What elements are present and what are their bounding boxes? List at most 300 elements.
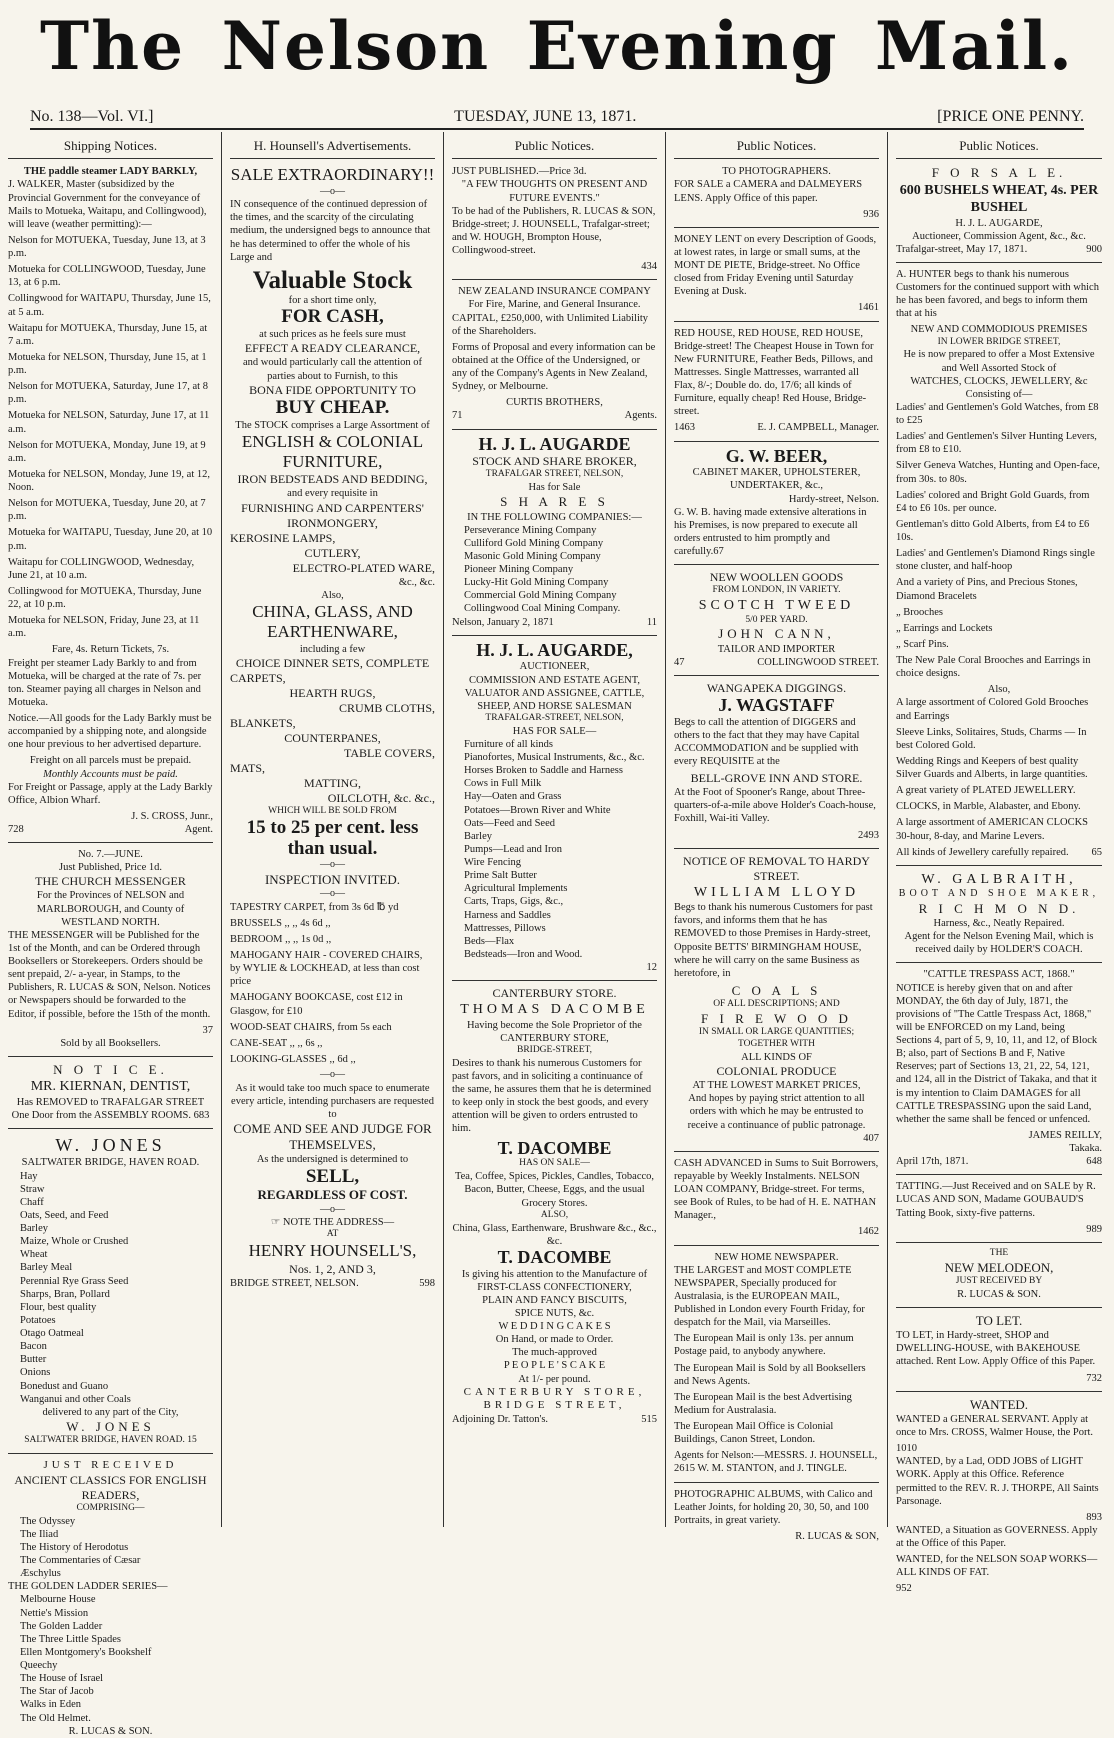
curtis-number: 71 <box>452 410 463 422</box>
curtis-line <box>452 409 657 422</box>
list-item: Prime Salt Butter <box>464 870 537 882</box>
melodeon: NEW MELODEON, <box>944 1259 1054 1275</box>
jones-items <box>8 1170 213 1406</box>
separator: —o— <box>320 185 345 197</box>
price-row: BRUSSELS ,, ,, 4s 6d ,, <box>230 917 331 929</box>
bridge-street-2: BRIDGE STREET, <box>483 1399 626 1412</box>
plain-fancy: PLAIN AND FANCY BISCUITS, <box>482 1294 627 1306</box>
watches: WATCHES, CLOCKS, JEWELLERY, &c <box>910 375 1088 387</box>
thoughts-ad <box>452 165 657 273</box>
list-item: The Golden Ladder <box>20 1620 103 1632</box>
giving: Is giving his attention to the Manufacture of <box>461 1268 648 1280</box>
quantities: IN SMALL OR LARGE QUANTITIES; TOGETHER WITH <box>698 1027 855 1050</box>
trafalgar-number: 900 <box>1086 243 1102 255</box>
red-house-number: 1463 <box>674 422 695 434</box>
list-item: Ladies' and Gentlemen's Diamond Rings single stone cluster, and half-hoop <box>896 548 1095 573</box>
price-list <box>230 901 435 1066</box>
column-header: Shipping Notices. <box>8 138 213 159</box>
sale-intro: IN consequence of the continued depression of the times, and the scarcity of the circulating medium, the undersigned begs to announce that he has determined to offer the whole of his Large and <box>230 199 431 263</box>
list-item: Æschylus <box>20 1568 61 1580</box>
for-sale: F O R S A L E. <box>931 165 1067 181</box>
curtis-label: Agents. <box>624 410 657 422</box>
hearth-rugs: HEARTH RUGS, <box>289 685 376 700</box>
kerosine: KEROSINE LAMPS, <box>230 530 336 545</box>
the: THE <box>989 1247 1009 1258</box>
list-item: Potatoes <box>20 1314 56 1326</box>
sailing-item: Motueka for COLLINGWOOD, Tuesday, June 13, at 6 p.m. <box>8 264 206 289</box>
column-header: H. Hounsell's Advertisements. <box>230 138 435 159</box>
divider <box>8 1128 213 1129</box>
beer-ad <box>674 447 879 559</box>
wanted-1-number: 1010 <box>896 1443 917 1455</box>
galbraith-ad <box>896 871 1102 957</box>
commission: COMMISSION AND ESTATE AGENT, VALUATOR AND ASSIGNEE, CATTLE, SHEEP, AND HORSE SALESMAN <box>464 674 645 712</box>
links: Sleeve Links, Solitaires, Studs, Charms — In best Colored Gold. <box>896 726 1087 751</box>
list-item: Ladies' colored and Bright Gold Guards, from £4 to £6 10s. per ounce. <box>896 489 1090 514</box>
list-item: Mattresses, Pillows <box>464 922 546 934</box>
beer-body: G. W. B. having made extensive alterations in his Premises, is now prepared to execute all orders entrusted to him promptly and carefully.67 <box>674 506 867 558</box>
tatting-number: 989 <box>1086 1223 1102 1235</box>
list-item: Oats—Feed and Seed <box>464 817 555 829</box>
wheat-ad <box>896 165 1102 256</box>
sailing-item: Motueka for NELSON, Thursday, June 15, at 1 p.m. <box>8 351 207 376</box>
repaired-line <box>896 846 1102 859</box>
wanted-1: WANTED a GENERAL SERVANT. Apply at once to Mrs. CROSS, Walmer House, the Port. <box>896 1413 1093 1438</box>
cattle-body: NOTICE is hereby given that on and after MONDAY, the 6th day of July, 1871, the provisions of "The Cattle Trespass Act, 1868," will be ENFORCED on my Land, being Sections 4, part of 5, 9, 10, 11, and 12, of Block B; also, part of Sections B and F, Native Reserves; part of Sections 13, 21, 22, 54, 121, and 124, all in the District of Takaka, and that it is my intention to Claim DAMAGES for all CATTLE TRESPASSING upon the said Land, whether the same shall be fenced or unfenced. <box>896 982 1098 1125</box>
separator: —o— <box>320 888 345 900</box>
insurance-title: NEW ZEALAND INSURANCE COMPANY For Fire, Marine, and General Insurance. <box>458 286 651 311</box>
dateline <box>30 100 1084 130</box>
valuable-stock: Valuable Stock <box>252 266 413 294</box>
wanted-title: WANTED. <box>969 1396 1029 1412</box>
list-item: Flour, best quality <box>20 1301 97 1313</box>
freight: Freight per steamer Lady Barkly to and from Motueka, will be charged at the rate of 7s. per ton. Steamer paying all charges in Nelson and Motueka. <box>8 657 202 708</box>
trafalgar: TRAFALGAR-STREET, NELSON, <box>485 712 624 723</box>
crumb-cloths: CRUMB CLOTHS, <box>338 700 435 715</box>
dacombe-2: T. DACOMBE <box>497 1246 612 1267</box>
list-item: Straw <box>20 1183 45 1195</box>
masthead <box>0 0 1114 92</box>
list-item: Chaff <box>20 1196 44 1208</box>
tatting-body: TATTING.—Just Received and on SALE by R. LUCAS AND SON, Madame GOUBAUD'S Tatting Book, sixty-five patterns. <box>896 1181 1096 1219</box>
note-address: ☞ NOTE THE ADDRESS— <box>270 1217 395 1229</box>
auctioneer: Auctioneer, Commission Agent, &c., &c. <box>912 230 1086 242</box>
list-item: Harness and Saddles <box>464 909 551 921</box>
wanted-4: WANTED, for the NELSON SOAP WORKS— ALL KINDS OF FAT. <box>896 1554 1098 1579</box>
beer-name: G. W. BEER, <box>725 445 828 466</box>
curtis-brothers: CURTIS BROTHERS, <box>506 397 603 409</box>
list-item: The Star of Jacob <box>20 1686 94 1698</box>
money-number: 1461 <box>858 302 879 314</box>
euro-2: The European Mail is Sold by all Booksellers and News Agents. <box>674 1362 866 1387</box>
coals: C O A L S <box>731 982 822 998</box>
mail-agent: Agent for the Nelson Evening Mail, which is received daily by HOLDER'S COACH. <box>904 931 1094 956</box>
divider <box>896 1174 1102 1175</box>
london: FROM LONDON, IN VARIETY. <box>712 585 841 596</box>
jan-date: Nelson, January 2, 1871 <box>452 616 554 628</box>
richmond: R I C H M O N D. <box>918 900 1080 916</box>
list-item: Pioneer Mining Company <box>464 564 574 576</box>
divider <box>896 962 1102 963</box>
apply: For Freight or Passage, apply at the Lady Barkly Office, Albion Wharf. <box>8 781 213 806</box>
red-house-ad <box>674 327 879 435</box>
column-header: Public Notices. <box>674 138 879 159</box>
list-item: Walks in Eden <box>20 1699 81 1711</box>
sell: SELL, <box>305 1165 360 1187</box>
issue-price: [PRICE ONE PENNY. <box>937 108 1084 125</box>
spice-nuts: SPICE NUTS, &c. <box>514 1307 595 1319</box>
reilly: JAMES REILLY, <box>1028 1129 1102 1141</box>
repaired: All kinds of Jewellery carefully repaired. <box>896 846 1069 858</box>
list-item: „ Brooches <box>896 606 943 618</box>
sailing-item: Nelson for MOTUEKA, Saturday, June 17, at 8 p.m. <box>8 381 208 406</box>
divider <box>674 227 879 228</box>
newspaper-ad <box>674 1251 879 1476</box>
all-kinds: ALL KINDS OF <box>741 1052 812 1064</box>
henry-hounsell: HENRY HOUNSELL'S, <box>248 1241 417 1261</box>
list-item: Bonedust and Guano <box>20 1380 109 1392</box>
list-item: „ Earrings and Lockets <box>896 622 993 634</box>
thoughts-title: "A FEW THOUGHTS ON PRESENT AND FUTURE EVENTS." <box>461 179 648 204</box>
repaired-number: 65 <box>1091 846 1102 858</box>
agent-name: J. S. CROSS, Junr., <box>131 810 213 822</box>
first-class: FIRST-CLASS CONFECTIONERY, <box>477 1281 632 1293</box>
lower-bridge: IN LOWER BRIDGE STREET, <box>937 336 1061 347</box>
sailing-item: Nelson for MOTUEKA, Monday, June 19, at 9 a.m. <box>8 439 206 464</box>
colonial-produce: COLONIAL PRODUCE <box>716 1064 837 1079</box>
inspection: INSPECTION INVITED. <box>264 871 401 887</box>
augarde-name: H. J. L. AUGARDE, <box>476 639 633 660</box>
divider <box>896 1307 1102 1308</box>
trafalgar-date: Trafalgar-street, May 17, 1871. <box>896 243 1028 255</box>
sailing-item: Motueka for NELSON, Monday, June 19, at 12, Noon. <box>8 468 210 493</box>
premises: NEW AND COMMODIOUS PREMISES <box>910 324 1088 336</box>
thomas-dacombe: THOMAS DACOMBE <box>460 1002 649 1018</box>
english-furniture: ENGLISH & COLONIAL FURNITURE, <box>241 431 424 472</box>
issue-date: TUESDAY, JUNE 13, 1871. <box>454 108 637 125</box>
list-item: Commercial Gold Mining Company <box>464 590 617 602</box>
plated: A great variety of PLATED JEWELLERY. <box>896 785 1076 797</box>
insurance-forms: Forms of Proposal and every information can be obtained at the Office of the Undersigned, or any of the Company's Agents in New Zealand, Sydney, or Melbourne. <box>452 341 656 393</box>
electro-plated: ELECTRO-PLATED WARE, <box>292 560 435 575</box>
sailing-list <box>8 234 213 641</box>
has-on-sale: HAS ON SALE— <box>519 1158 590 1169</box>
divider <box>8 1056 213 1057</box>
price-row: BEDROOM ,, ,, 1s 0d ,, <box>230 933 332 945</box>
cattle-title: "CATTLE TRESPASS ACT, 1868." <box>923 969 1075 981</box>
sailing-item: Collingwood for MOTUEKA, Thursday, June 22, at 10 p.m. <box>8 585 202 610</box>
also: Also, <box>321 589 344 601</box>
auctioneer: AUCTIONEER, <box>519 661 590 673</box>
list-item: Collingwood Coal Mining Company. <box>464 603 621 615</box>
columns <box>0 132 1114 1737</box>
cash-body: CASH ADVANCED in Sums to Suit Borrowers, repayable by Weekly Instalments. NELSON LOAN COMPANY, Bridge-street. For terms, see Book of Rules, to be had of H. E. NATHAN Manager., <box>674 1157 879 1222</box>
photographers-ad <box>674 165 879 221</box>
boot-maker: BOOT AND SHOE MAKER, <box>898 888 1100 900</box>
numbers: Nos. 1, 2, AND 3, <box>289 1261 376 1276</box>
list-item: Barley <box>20 1223 48 1234</box>
has-for-sale: HAS FOR SALE— <box>512 725 597 737</box>
column-public-notices-1 <box>444 132 666 1527</box>
dentist-name: MR. KIERNAN, DENTIST, <box>30 1079 191 1095</box>
canterbury-title: CANTERBURY STORE. <box>492 986 617 1001</box>
list-item: Hay—Oaten and Grass <box>464 791 562 803</box>
list-item: Wanganui and other Coals <box>20 1393 131 1405</box>
list-item: Agricultural Implements <box>464 883 568 895</box>
sailing-item: Nelson for MOTUEKA, Tuesday, June 20, at 7 p.m. <box>8 498 206 523</box>
column-shipping <box>0 132 222 1737</box>
list-item: Ladies' and Gentlemen's Silver Hunting Levers, from £8 to £10. <box>896 431 1097 456</box>
descriptions: OF ALL DESCRIPTIONS; AND <box>713 999 840 1010</box>
divider <box>674 675 879 676</box>
albums-ad <box>674 1488 879 1544</box>
harness: Harness, &c., Neatly Repaired. <box>933 918 1065 929</box>
tea-coffee: Tea, Coffee, Spices, Pickles, Candles, Tobacco, Bacon, Butter, Cheese, Eggs, and the usual Grocery Stores. <box>454 1171 655 1209</box>
wangapeka-title: WANGAPEKA DIGGINGS. <box>706 680 847 695</box>
list-item: Furniture of all kinds <box>464 738 553 750</box>
thoughts-number: 434 <box>641 261 657 273</box>
price-row: MAHOGANY HAIR - COVERED CHAIRS, by WYLIE & LOCKHEAD, at less than cost price <box>230 950 423 988</box>
short-time: for a short time only, <box>288 295 377 307</box>
list-item: Ellen Montgomery's Bookshelf <box>20 1646 152 1658</box>
separator: —o— <box>320 1069 345 1081</box>
list-item: Perseverance Mining Company <box>464 524 597 536</box>
prices-text: at such prices as he feels sure must <box>259 329 406 341</box>
matting: MATTING, <box>304 775 361 790</box>
bell-body: At the Foot of Spooner's Range, about Three-quarters-of-a-mile above Holder's Coach-house, Foxhill, Wai-iti Valley. <box>674 787 876 825</box>
just-received: JUST RECEIVED BY <box>955 1275 1043 1286</box>
price-row: MAHOGANY BOOKCASE, cost £12 in Glasgow, for £10 <box>230 992 403 1017</box>
divider <box>674 321 879 322</box>
sailing-item: Nelson for MOTUEKA, Tuesday, June 13, at 3 p.m. <box>8 234 206 259</box>
church-body: THE MESSENGER will be Published for the 1st of the Month, and can be Ordered through Booksellers or Storekeepers. Orders should be sent prepaid, 2/- a-year, in Stamps, to the Publishers, R. LUCAS & SON, Nelson. Notices or Newspapers should be forwarded to the Editor, if possible, before the 15th of the month. <box>8 929 211 1020</box>
list-item: Masonic Gold Mining Company <box>464 550 601 562</box>
china-ware: China, Glass, Earthenware, Brushware &c., &c., &c. <box>452 1222 657 1247</box>
list-item: Bacon <box>20 1341 47 1353</box>
melodeon-ad <box>896 1248 1102 1301</box>
cattle-ad <box>896 968 1102 1168</box>
list-item: Lucky-Hit Gold Mining Company <box>464 577 609 589</box>
column-public-notices-3 <box>888 132 1110 1595</box>
cutlery: CUTLERY, <box>304 545 361 560</box>
agents: Agents for Nelson:—MESSRS. J. HOUNSELL, 2615 W. M. STANTON, and J. TINGLE. <box>674 1450 878 1475</box>
wangapeka-ad <box>674 681 879 842</box>
bushels: 600 BUSHELS WHEAT, 4s. PER BUSHEL <box>899 182 1099 215</box>
tailor: TAILOR AND IMPORTER <box>717 643 836 655</box>
buy-cheap: BUY CHEAP. <box>275 396 390 418</box>
church-messenger-ad <box>8 848 213 1050</box>
euro-4: The European Mail Office is Colonial Buildings, Canon Street, London. <box>674 1421 834 1446</box>
collingwood-street: COLLINGWOOD STREET. <box>757 656 879 668</box>
divider <box>674 441 879 442</box>
largest: THE LARGEST and MOST COMPLETE NEWSPAPER, Specially produced for Australasia, is the EUROPEAN MAIL, Published in London every Fourth Friday, for despatch for the Mail, via Marseilles. <box>674 1264 865 1329</box>
red-house-signature: E. J. CAMPBELL, Manager. <box>757 422 879 434</box>
consisting: Consisting of— <box>965 388 1033 400</box>
augarde-shares-ad <box>452 435 657 629</box>
jones-address: SALTWATER BRIDGE, HAVEN ROAD. <box>21 1157 200 1169</box>
wedding-rings: Wedding Rings and Keepers of best quality Silver Guards and Alberts, in large quantities. <box>896 755 1088 780</box>
classics-ad <box>8 1459 213 1738</box>
shares: S H A R E S <box>500 494 609 510</box>
list-item: „ Scarf Pins. <box>896 638 949 650</box>
cash-number: 1462 <box>858 1226 879 1238</box>
church-sold: Sold by all Booksellers. <box>60 1037 161 1049</box>
canterbury-store-2: CANTERBURY STORE, <box>463 1385 646 1398</box>
table-covers: TABLE COVERS, <box>343 745 435 760</box>
clocks: CLOCKS, in Marble, Alabaster, and Ebony. <box>896 801 1081 813</box>
april-number: 648 <box>1086 1156 1102 1168</box>
price-row: TAPESTRY CARPET, from 3s 6d ℔ yd <box>230 901 399 913</box>
hopes: And hopes by paying strict attention to all orders with which he may be entrusted to receive a continuance of public patronage. <box>687 1093 866 1131</box>
jewellery-list <box>896 401 1102 680</box>
stock-text: The STOCK comprises a Large Assortment of <box>235 419 430 431</box>
list-item: Cows in Full Milk <box>464 778 542 790</box>
too-much: As it would take too much space to enumerate every article, intending purchasers are requested to <box>231 1082 434 1120</box>
bridge-line <box>230 1277 435 1290</box>
sailing-item: Motueka for NELSON, Saturday, June 17, at 11 a.m. <box>8 410 210 435</box>
sailing-item: Collingwood for WAITAPU, Thursday, June 15, at 5 a.m. <box>8 293 211 318</box>
list-item: Bedsteads—Iron and Wood. <box>464 948 583 960</box>
list-item: Barley <box>464 830 492 842</box>
divider <box>8 842 213 843</box>
agent-label: Agent. <box>184 824 213 835</box>
bridge-street: BRIDGE-STREET, <box>516 1044 593 1055</box>
goods-notice: Notice.—All goods for the Lady Barkly must be accompanied by a shipping note, and alongside one hour previous to her advertised departure. <box>8 713 212 751</box>
list-item: Pumps—Lead and Iron <box>464 843 562 855</box>
list-item: Horses Broken to Saddle and Harness <box>464 765 623 777</box>
column-hounsell <box>222 132 444 1527</box>
list-item: The House of Israel <box>20 1673 104 1685</box>
prepaid: Freight on all parcels must be prepaid. <box>29 755 192 767</box>
list-item: Onions <box>20 1367 51 1379</box>
price-row: CANE-SEAT ,, ,, 6s ,, <box>230 1037 323 1049</box>
furnishing: FURNISHING AND CARPENTERS' IRONMONGERY, <box>241 500 424 530</box>
also: Also, <box>987 684 1011 696</box>
classics-title: ANCIENT CLASSICS FOR ENGLISH READERS, <box>14 1472 207 1502</box>
lucas: R. LUCAS & SON. <box>957 1288 1041 1300</box>
lloyd-ad <box>674 854 879 1145</box>
divider <box>674 1245 879 1246</box>
steamer-body: J. WALKER, Master (subsidized by the Provincial Government for the conveyance of Mails to Motueka, Waitapu, and Collingwood), will leave (weather permitting):— <box>8 179 207 230</box>
lowest-prices: AT THE LOWEST MARKET PRICES, <box>692 1080 861 1092</box>
choice-dinner: CHOICE DINNER SETS, COMPLETE <box>235 655 430 670</box>
collingwood-line <box>674 656 879 669</box>
adjoining-number: 515 <box>641 1414 657 1426</box>
dacombe-1: T. DACOMBE <box>497 1137 612 1158</box>
jan-line <box>452 616 657 629</box>
wanted-2-number: 893 <box>1086 1511 1102 1523</box>
divider <box>674 564 879 565</box>
bridge-number: 598 <box>419 1277 435 1289</box>
monthly: Monthly Accounts must be paid. <box>43 768 178 780</box>
sailing-item: Waitapu for MOTUEKA, Thursday, June 15, at 7 a.m. <box>8 322 208 347</box>
agent-line <box>8 823 213 836</box>
bell-number: 2493 <box>858 829 879 841</box>
price-row: LOOKING-GLASSES ,, 6d ,, <box>230 1053 356 1065</box>
bell-grove: BELL-GROVE INN AND STORE. <box>690 771 863 786</box>
trafalgar-line <box>896 243 1102 256</box>
carpets: CARPETS, <box>230 670 286 685</box>
bona-fide: BONA FIDE OPPORTUNITY TO <box>249 382 416 397</box>
divider <box>896 1391 1102 1392</box>
tatting-ad <box>896 1180 1102 1236</box>
albums-body: PHOTOGRAPHIC ALBUMS, with Calico and Leather Joints, for holding 20, 30, 50, and 100 Portraits, in great variety. <box>674 1488 873 1526</box>
masthead-word-3: Evening <box>526 7 839 85</box>
price-row: WOOD-SEAT CHAIRS, from 5s each <box>230 1021 392 1033</box>
column-public-notices-2 <box>666 132 888 1542</box>
classics-comprising: COMPRISING— <box>76 1502 145 1513</box>
albums-signature: R. LUCAS & SON, <box>795 1530 879 1542</box>
list-item: Potatoes—Brown River and White <box>464 804 611 816</box>
list-item: Wire Fencing <box>464 857 522 869</box>
divider <box>896 262 1102 263</box>
classics-lucas: R. LUCAS & SON. <box>68 1725 153 1737</box>
masthead-word-4: Mail. <box>875 7 1074 85</box>
sailing-item: Motueka for WAITAPU, Tuesday, June 20, at 10 p.m. <box>8 527 213 552</box>
photographers-title: TO PHOTOGRAPHERS. <box>722 166 831 178</box>
list-item: Silver Geneva Watches, Hunting and Open-face, from 30s. to 80s. <box>896 460 1100 485</box>
church-number: No. 7.—JUNE. <box>78 849 143 861</box>
red-house-line <box>674 421 879 434</box>
wanted-4-number: 952 <box>896 1583 912 1595</box>
which-sold: WHICH WILL BE SOLD FROM <box>268 805 397 816</box>
hardy-street: Hardy-street, Nelson. <box>788 493 879 505</box>
list-item: The Old Helmet. <box>20 1712 91 1724</box>
cabinet-maker: CABINET MAKER, UPHOLSTERER, UNDERTAKER, &c., <box>692 467 861 492</box>
list-item: Queechy <box>20 1660 58 1671</box>
cash-ad <box>674 1157 879 1239</box>
oilcloth: OILCLOTH, &c. &c., <box>327 790 435 805</box>
fares: Fare, 4s. Return Tickets, 7s. <box>51 644 170 656</box>
jones-title: W. JONES <box>55 1134 166 1155</box>
column-header: Public Notices. <box>452 138 657 159</box>
jones-signature: W. JONES <box>66 1418 155 1434</box>
peoples-cake: P E O P L E ' S C A K E <box>503 1360 606 1372</box>
galbraith: W. GALBRAITH, <box>921 871 1077 887</box>
lloyd-body: Begs to thank his numerous Customers for past favors, and informs them that he has REMOVED to those Premises in Hardy-street, Opposite BETTS' BIRMINGHAM HOUSE, where he will carry on the same Business as heretofore, in <box>674 902 873 979</box>
list-item: Melbourne House <box>20 1594 96 1606</box>
sale-number: 12 <box>646 962 657 974</box>
list-item: Nettie's Mission <box>20 1607 89 1619</box>
having: Having become the Sole Proprietor of the <box>467 1019 642 1031</box>
divider <box>452 635 657 636</box>
list-item: The Commentaries of Cæsar <box>20 1555 141 1566</box>
per-pound: At 1/- per pound. <box>518 1373 591 1385</box>
notice-title: N O T I C E. <box>53 1061 168 1077</box>
dentist-ad <box>8 1062 213 1122</box>
effect-clearance: EFFECT A READY CLEARANCE, <box>244 341 421 356</box>
regardless: REGARDLESS OF COST. <box>257 1187 408 1203</box>
divider <box>452 429 657 430</box>
american: A large assortment of AMERICAN CLOCKS 30-hour, 8-day, and Marine Levers. <box>896 817 1089 842</box>
list-item: The Odyssey <box>20 1515 76 1527</box>
counterpanes: COUNTERPANES, <box>284 730 381 745</box>
list-item: Oats, Seed, and Feed <box>20 1209 109 1221</box>
jones-deliver: delivered to any part of the City, <box>42 1406 179 1418</box>
attention-text: and would particularly call the attention of parties about to Furnish, to this <box>242 357 423 382</box>
per-yard: 5/0 PER YARD. <box>745 614 808 625</box>
jones-signature-address: SALTWATER BRIDGE, HAVEN ROAD. 15 <box>24 1435 197 1446</box>
list-item: Hay <box>20 1170 38 1182</box>
broker: STOCK AND SHARE BROKER, <box>472 454 637 469</box>
company-list <box>452 524 657 616</box>
list-item: Gentleman's ditto Gold Alberts, from £4 to £6 10s. <box>896 518 1090 543</box>
woollen-title: NEW WOOLLEN GOODS <box>709 570 844 585</box>
etc: &c., &c. <box>398 576 435 588</box>
list-item: Perennial Rye Grass Seed <box>20 1275 129 1287</box>
column-header: Public Notices. <box>896 138 1102 159</box>
divider <box>674 848 879 849</box>
